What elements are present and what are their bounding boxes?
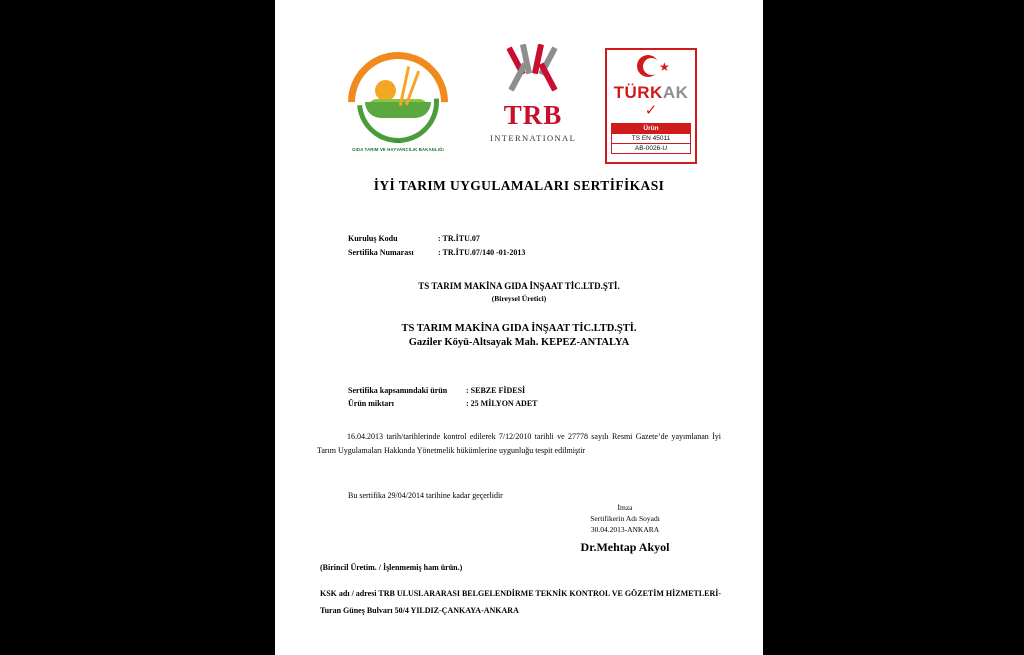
scope-product-value: : SEBZE FİDESİ (466, 386, 526, 395)
turkak-word-red: TÜRK (613, 83, 663, 102)
company-name-main: TS TARIM MAKİNA GIDA İNŞAAT TİC.LTD.ŞTİ. (401, 323, 637, 334)
field-kurulus-kodu-label: Kuruluş Kodu (348, 234, 398, 243)
turkak-box-row-0: Ürün (612, 124, 690, 134)
company-name-small: TS TARIM MAKİNA GIDA İNŞAAT TİC.LTD.ŞTİ. (418, 281, 620, 291)
turkak-wordmark (607, 84, 695, 102)
page-title: İYİ TARIM UYGULAMALARI SERTİFİKASI (373, 178, 665, 193)
production-footnote: (Birincil Üretim. / İşlenmemiş ham ürün.) (320, 563, 463, 572)
field-kurulus-kodu-value: : TR.İTU.07 (438, 234, 480, 243)
company-address: Gaziler Köyü-Altsayak Mah. KEPEZ-ANTALYA (408, 337, 630, 348)
field-sertifika-numarasi (348, 248, 525, 257)
ksk-address: KSK adı / adresi TRB ULUSLARARASI BELGELENDİRME TEKNİK KONTROL VE GÖZETİM HİZMETLERİ-Turan Güneş Bulvarı 50/4 YILDIZ-ÇANKAYA-ANKARA (320, 589, 722, 615)
signatory-role: Sertifikerin Adı Soyadı (590, 514, 660, 523)
ministry-tc-label: T.C. (394, 140, 402, 144)
ministry-name-label: GIDA TARIM VE HAYVANCILIK BAKANLIĞI (352, 147, 444, 152)
scope-quantity-label: Ürün miktarı (348, 399, 394, 408)
signatory-name: Dr.Mehtap Akyol (580, 540, 670, 554)
ministry-logo (343, 44, 453, 152)
turkak-box-row-2: AB-0026-U (634, 145, 668, 152)
company-type: (Bireysel Üretici) (491, 294, 547, 303)
compliance-paragraph: 16.04.2013 tarih/tarihlerinde kontrol edilerek 7/12/2010 tarihli ve 27778 sayılı Resmi Gazete’de yayımlanan İyi Tarım Uygulamaları Hakkında Yönetmelik hükümlerine uygunluğu tespit edilmiştir (317, 432, 721, 455)
field-sertifika-numarasi-value: : TR.İTU.07/140 -01-2013 (438, 248, 526, 257)
scope-product-label: Sertifika kapsamındaki ürün (348, 386, 448, 395)
scope-product (348, 386, 525, 395)
field-sertifika-numarasi-label: Sertifika Numarası (348, 248, 414, 257)
scope-quantity (348, 399, 538, 408)
certificate-page (275, 0, 763, 655)
trb-logo (490, 44, 576, 152)
field-kurulus-kodu (348, 234, 480, 243)
signature-date-place: 30.04.2013-ANKARA (590, 525, 660, 534)
trb-mark-icon (509, 44, 557, 92)
sun-icon (375, 80, 396, 101)
turkak-word-grey: AK (662, 83, 689, 102)
trb-name-label: TRB (503, 100, 563, 130)
scope-quantity-value: : 25 MİLYON ADET (466, 399, 538, 408)
signature-label: İmza (617, 503, 633, 512)
turkak-box-row-1: TS EN 45011 (612, 134, 690, 144)
trb-subtitle-label: INTERNATIONAL (490, 133, 577, 143)
turkish-flag-icon: ★ (607, 50, 695, 84)
signature-block (515, 502, 735, 555)
check-circle-icon: ✓ (644, 103, 658, 119)
logo-row (275, 22, 763, 152)
validity-statement: Bu sertifika 29/04/2014 tarihine kadar geçerlidir (348, 491, 503, 500)
turkak-accreditation-box (611, 123, 691, 154)
turkak-logo (605, 48, 697, 164)
